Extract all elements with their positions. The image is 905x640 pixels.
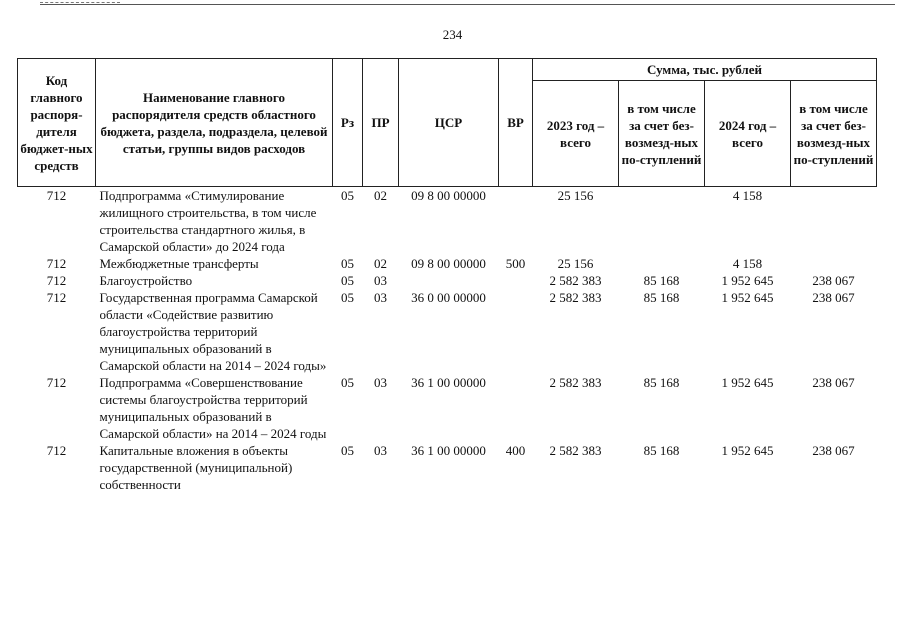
cell-csr: 09 8 00 00000 (411, 188, 486, 203)
cell-csr: 36 1 00 00000 (411, 375, 486, 390)
header-sum: Сумма, тыс. рублей (533, 59, 877, 81)
cell-vr: 400 (505, 443, 526, 458)
header-code: Код главного распоря-дителя бюджет-ных средств (18, 59, 96, 187)
cell-2023-total: 2 582 383 (549, 375, 602, 390)
table-header (18, 59, 877, 187)
cell-code: 712 (46, 290, 67, 305)
cell-csr (399, 272, 499, 289)
cell-2023-total: 25 156 (557, 188, 594, 203)
cell-2023-free: 85 168 (643, 443, 680, 458)
header-name: Наименование главного распорядителя средств областного бюджета, раздела, подраздела, целевой статьи, группы видов расходов (96, 59, 333, 187)
cell-code: 712 (46, 273, 67, 288)
top-rule (40, 4, 895, 5)
table-row (18, 442, 877, 493)
budget-table (17, 58, 877, 493)
cell-code: 712 (46, 188, 67, 203)
cell-pr: 03 (374, 375, 387, 390)
cell-2024-total: 1 952 645 (721, 290, 774, 305)
table-row (18, 187, 877, 256)
cell-pr: 02 (374, 256, 387, 271)
cell-2023-free: 85 168 (643, 375, 680, 390)
cell-csr: 09 8 00 00000 (411, 256, 486, 271)
cell-2023-free: 85 168 (643, 290, 680, 305)
cell-2024-free: 238 067 (812, 290, 855, 305)
cell-rz: 05 (341, 443, 354, 458)
cell-rz: 05 (341, 256, 354, 271)
header-2023-free: в том числе за счет без-возмезд-ных по-ступлений (619, 81, 705, 187)
cell-rz: 05 (341, 188, 354, 203)
cell-vr (499, 272, 533, 289)
cell-2024-total: 1 952 645 (721, 375, 774, 390)
cell-2023-free (619, 255, 705, 272)
cell-pr: 02 (374, 188, 387, 203)
cell-code: 712 (46, 375, 67, 390)
header-2023-total: 2023 год – всего (533, 81, 619, 187)
cell-2023-free: 85 168 (643, 273, 680, 288)
cell-name: Капитальные вложения в объекты государственной (муниципальной) собственности (99, 443, 293, 492)
table-row (18, 272, 877, 289)
header-2024-free: в том числе за счет без-возмезд-ных по-ступлений (791, 81, 877, 187)
cell-name: Государственная программа Самарской области «Содействие развитию благоустройства территорий муниципальных образований в Самарской области на 2014 – 2024 годы» (99, 290, 327, 373)
cell-name: Подпрограмма «Стимулирование жилищного строительства, в том числе строительства стандартного жилья, в Самарской области» до 2024 года (99, 188, 317, 254)
table-row (18, 374, 877, 442)
cell-2024-free: 238 067 (812, 443, 855, 458)
cell-2023-free (619, 187, 705, 256)
table-row (18, 255, 877, 272)
page-number: 234 (442, 27, 463, 42)
cell-2024-free (791, 255, 877, 272)
header-rz: Рз (333, 59, 363, 187)
header-2024-total: 2024 год – всего (705, 81, 791, 187)
cell-code: 712 (46, 256, 67, 271)
cell-rz: 05 (341, 375, 354, 390)
cell-2023-total: 2 582 383 (549, 443, 602, 458)
table-row (18, 289, 877, 374)
header-csr: ЦСР (399, 59, 499, 187)
cell-2023-total: 2 582 383 (549, 290, 602, 305)
cell-csr: 36 0 00 00000 (411, 290, 486, 305)
cell-name: Подпрограмма «Совершенствование системы благоустройства территорий муниципальных образований в Самарской области» на 2014 – 2024 годы (99, 375, 327, 441)
cell-code: 712 (46, 443, 67, 458)
cell-vr (499, 289, 533, 374)
cell-rz: 05 (341, 273, 354, 288)
cell-rz: 05 (341, 290, 354, 305)
cell-2024-total: 1 952 645 (721, 443, 774, 458)
cell-2024-free: 238 067 (812, 273, 855, 288)
cell-name: Благоустройство (99, 273, 193, 288)
cell-pr: 03 (374, 273, 387, 288)
cell-csr: 36 1 00 00000 (411, 443, 486, 458)
cell-2024-free (791, 187, 877, 256)
cell-2024-total: 4 158 (732, 256, 763, 271)
cell-2024-total: 4 158 (732, 188, 763, 203)
cell-pr: 03 (374, 443, 387, 458)
cell-vr (499, 374, 533, 442)
cell-vr: 500 (505, 256, 526, 271)
cell-name: Межбюджетные трансферты (99, 256, 259, 271)
cell-2023-total: 25 156 (557, 256, 594, 271)
header-vr: ВР (499, 59, 533, 187)
cell-2024-free: 238 067 (812, 375, 855, 390)
header-pr: ПР (363, 59, 399, 187)
top-dashed-rule (40, 2, 120, 3)
cell-pr: 03 (374, 290, 387, 305)
cell-2024-total: 1 952 645 (721, 273, 774, 288)
cell-vr (499, 187, 533, 256)
cell-2023-total: 2 582 383 (549, 273, 602, 288)
